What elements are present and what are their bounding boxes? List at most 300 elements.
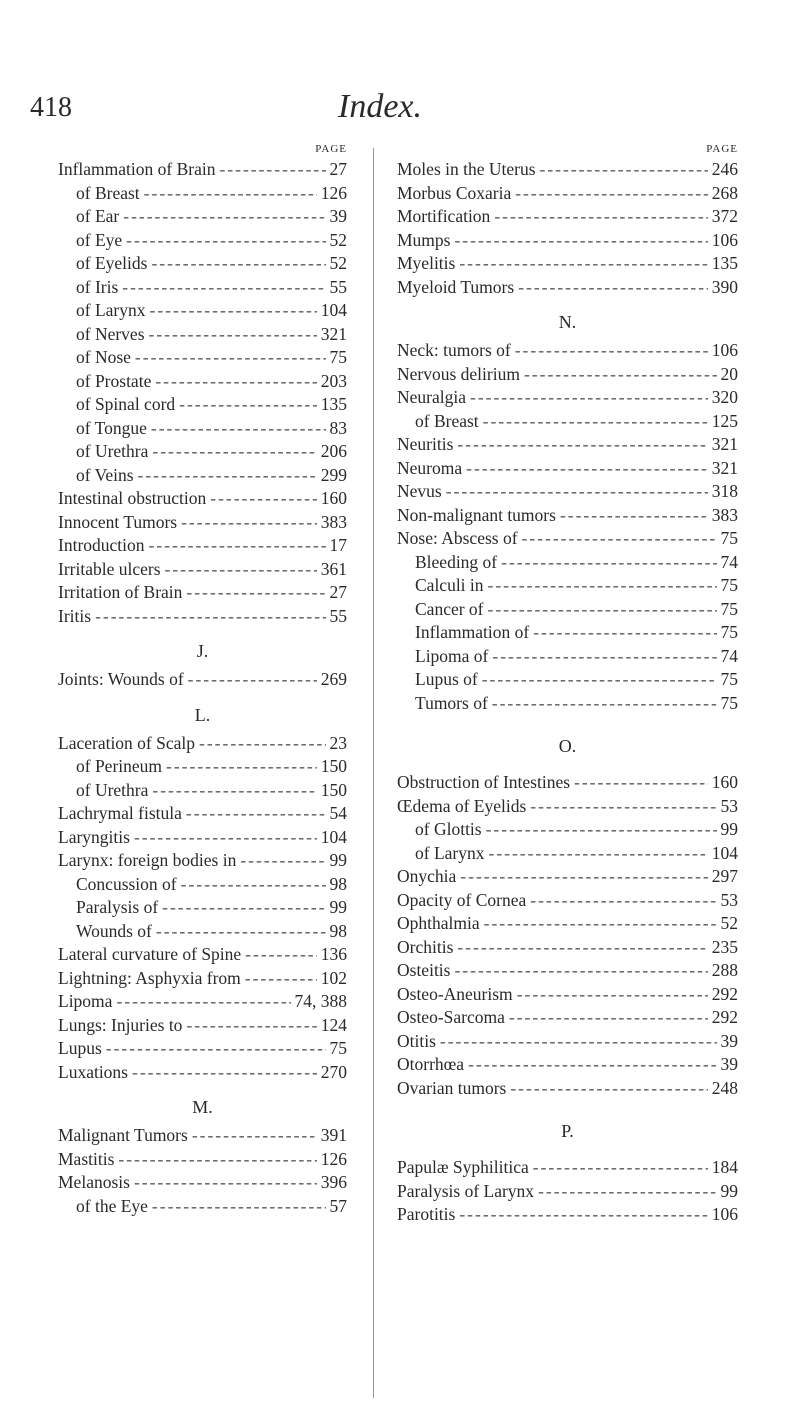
index-entry [397,621,738,645]
dot-leader [460,865,707,889]
index-entry-page: 321 [320,323,347,344]
dot-leader [152,440,316,464]
index-entry [58,967,347,991]
index-entry-term: Cancer of [415,598,484,619]
index-entry-term: Mumps [397,229,451,250]
dot-leader [483,410,708,434]
index-entry [397,645,738,669]
index-entry-term: of Eye [76,229,123,250]
dot-leader [489,842,708,866]
index-entry-page: 391 [320,1125,347,1145]
dot-leader [152,1195,326,1219]
index-entry-term: Morbus Coxaria [397,182,512,203]
index-entry-term: Myeloid Tumors [397,276,515,297]
index-entry-term: Osteo-Sarcoma [397,1007,505,1027]
index-entry-page: 126 [320,1148,347,1169]
index-entry [397,936,738,960]
index-entry [397,386,738,410]
index-entry [58,511,347,535]
index-entry [397,158,738,182]
index-entry-term: Mastitis [58,1148,115,1169]
index-entry-page: 383 [711,504,738,525]
index-entry [397,205,738,229]
dot-leader [454,959,707,983]
index-entry-term: of Prostate [76,370,152,391]
dot-leader [515,339,708,363]
index-entry-term: Ovarian tumors [397,1077,507,1098]
index-entry-term: Osteitis [397,960,451,980]
section-letter-o: O. [558,736,577,756]
index-entry-term: Parotitis [397,1204,456,1224]
index-entry [397,1203,738,1227]
index-entry [58,755,347,779]
column-divider [373,148,374,1398]
index-entry-page: 99 [720,819,738,839]
index-entry-term: Lungs: Injuries to [58,1014,183,1035]
index-entry-page: 75 [720,575,738,595]
index-entry-page: 396 [320,1172,347,1192]
index-entry-term: Œdema of Eyelids [397,795,527,816]
dot-leader [122,276,325,300]
index-entry [58,346,347,370]
index-entry-term: of Breast [415,410,479,431]
dot-leader [540,158,708,182]
index-entry [58,943,347,967]
index-entry-page: 39 [720,1054,738,1074]
index-group-j [58,668,347,692]
index-entry-page: 136 [320,944,347,964]
index-entry-term: Introduction [58,535,145,555]
index-entry-page: 55 [329,605,347,626]
right-index-column [397,140,738,1227]
dot-leader [245,967,317,991]
index-entry-page: 383 [320,511,347,532]
index-entry-page: 184 [711,1157,738,1177]
index-entry-page: 99 [329,850,347,870]
index-entry-term: Lateral curvature of Spine [58,944,242,964]
index-entry-page: 75 [720,669,738,689]
dot-leader [144,182,317,206]
index-entry-page: 83 [329,417,347,438]
dot-leader [509,1006,708,1030]
dot-leader [138,464,317,488]
page-title: Index. [338,88,423,125]
index-entry-page: 75 [329,347,347,367]
index-entry [58,158,347,182]
index-entry [58,605,347,629]
dot-leader [151,252,325,276]
dot-leader [560,504,708,528]
index-entry-term: Non-malignant tumors [397,504,556,525]
index-entry [58,276,347,300]
index-entry [397,252,738,276]
index-entry-term: Neuralgia [397,387,466,407]
index-entry-page: 106 [711,229,738,250]
dot-leader [179,393,317,417]
index-entry [397,959,738,983]
index-entry-page: 299 [320,464,347,485]
index-entry [58,182,347,206]
dot-leader [530,889,716,913]
index-entry-page: 57 [329,1195,347,1216]
dot-leader [240,849,325,873]
dot-leader [457,936,707,960]
section-letter-n: N. [558,312,577,332]
index-entry [397,410,738,434]
dot-leader [488,598,717,622]
index-entry [397,182,738,206]
dot-leader [123,205,325,229]
index-entry [58,323,347,347]
dot-leader [155,370,316,394]
index-entry-page: 52 [329,253,347,273]
index-entry [58,873,347,897]
index-entry-page: 17 [329,535,347,555]
index-entry [397,433,738,457]
dot-leader [518,276,708,300]
dot-leader [533,1156,708,1180]
index-entry-page: 321 [711,434,738,454]
index-entry-page: 102 [320,967,347,988]
index-entry [58,732,347,756]
index-entry-page: 246 [711,159,738,179]
index-entry [58,1171,347,1195]
index-entry-term: Calculi in [415,575,484,595]
dot-leader [150,299,317,323]
index-entry-term: Nose: Abscess of [397,528,518,548]
index-entry [397,818,738,842]
index-entry-term: Onychia [397,866,457,886]
index-entry-term: Concussion of [76,873,177,894]
index-entry [397,912,738,936]
index-entry [58,1014,347,1038]
index-entry-term: of Glottis [415,819,482,839]
index-entry [58,896,347,920]
dot-leader [162,896,325,920]
index-entry-page: 75 [720,528,738,548]
dot-leader [488,574,717,598]
index-group-m-continued [397,158,738,299]
dot-leader [106,1037,326,1061]
index-entry-page: 74 [720,551,738,572]
index-entry-page: 75 [720,692,738,713]
index-entry [397,842,738,866]
index-entry-term: Malignant Tumors [58,1125,188,1145]
index-entry-term: Tumors of [415,692,488,713]
index-entry [397,276,738,300]
index-entry-page: 124 [320,1014,347,1035]
index-entry [58,370,347,394]
index-entry-page: 20 [720,363,738,384]
index-entry-page: 75 [720,622,738,642]
index-entry [58,581,347,605]
index-entry-term: Lupus of [415,669,478,689]
dot-leader [166,755,317,779]
dot-leader [457,433,707,457]
index-entry-term: Irritable ulcers [58,558,161,579]
index-group-n [397,339,738,715]
index-entry-page: 54 [329,803,347,823]
index-entry-page: 106 [711,340,738,360]
index-entry-term: Osteo-Aneurism [397,983,513,1004]
index-entry [58,558,347,582]
dot-leader [492,645,716,669]
dot-leader [199,732,325,756]
index-group-o [397,771,738,1100]
index-entry [397,1030,738,1054]
index-entry [58,229,347,253]
index-entry-term: Irritation of Brain [58,582,183,602]
index-entry [397,363,738,387]
index-entry-page: 292 [711,983,738,1004]
index-entry [397,771,738,795]
index-entry [397,865,738,889]
index-entry [58,920,347,944]
index-entry-page: 23 [329,732,347,753]
index-entry [397,1180,738,1204]
index-entry-page: 150 [320,756,347,776]
index-entry [58,802,347,826]
dot-leader [530,795,716,819]
dot-leader [126,229,325,253]
index-entry [397,795,738,819]
index-entry-term: of Urethra [76,441,149,461]
index-entry-term: of Veins [76,464,134,485]
index-entry-page: 126 [320,182,347,203]
index-entry-page: 318 [711,481,738,501]
index-entry [397,668,738,692]
index-entry-page: 160 [711,772,738,792]
index-entry [58,668,347,692]
index-entry [397,339,738,363]
dot-leader [486,818,717,842]
dot-leader [186,802,326,826]
index-entry [397,598,738,622]
dot-leader [517,983,708,1007]
index-entry-page: 321 [711,457,738,478]
index-entry [58,205,347,229]
dot-leader [574,771,708,795]
index-entry-term: Obstruction of Intestines [397,772,571,792]
index-entry-page: 99 [720,1180,738,1201]
dot-leader [188,668,317,692]
index-entry-page: 53 [720,889,738,910]
index-entry-term: Nevus [397,481,442,501]
dot-leader [484,912,717,936]
index-entry [58,440,347,464]
index-entry-term: Myelitis [397,253,456,273]
dot-leader [134,1171,317,1195]
dot-leader [522,527,717,551]
index-entry-term: of Larynx [76,300,146,320]
index-group-l [58,732,347,1085]
dot-leader [510,1077,707,1101]
index-entry-page: 104 [320,300,347,320]
dot-leader [482,668,717,692]
dot-leader [149,534,326,558]
index-entry [58,1037,347,1061]
index-entry-page: 135 [320,394,347,414]
index-entry-term: of Breast [76,182,140,203]
index-entry-page: 52 [329,229,347,250]
index-entry-term: Joints: Wounds of [58,669,184,689]
dot-leader [132,1061,317,1085]
index-entry-page: 104 [320,826,347,847]
index-entry-page: 27 [329,582,347,602]
index-entry-term: Luxations [58,1061,128,1082]
index-entry-page: 75 [329,1038,347,1058]
index-entry-term: Otitis [397,1030,436,1051]
dot-leader [151,417,326,441]
index-entry [397,504,738,528]
index-entry-page: 74, 388 [294,991,347,1011]
dot-leader [466,457,708,481]
index-entry-term: Otorrhœa [397,1054,465,1074]
index-entry [397,692,738,716]
index-entry-page: 248 [711,1077,738,1098]
dot-leader [152,779,316,803]
index-entry-page: 39 [329,206,347,226]
index-entry-term: of Nerves [76,323,145,344]
index-entry-term: Lipoma [58,991,113,1011]
index-entry-page: 98 [329,920,347,941]
index-entry-page: 235 [711,936,738,957]
index-entry [397,1077,738,1101]
index-entry [397,1156,738,1180]
index-entry-page: 75 [720,598,738,619]
index-entry [58,990,347,1014]
index-entry [397,480,738,504]
index-entry-term: Nervous delirium [397,363,520,384]
index-entry-term: of Iris [76,276,119,297]
dot-leader [210,487,317,511]
index-entry [58,299,347,323]
index-entry-term: Iritis [58,605,92,626]
page-column-label: PAGE [706,143,738,155]
index-entry-page: 55 [329,276,347,297]
index-entry-term: Neuritis [397,434,454,454]
index-entry [397,527,738,551]
dot-leader [470,386,708,410]
index-entry-page: 320 [711,387,738,407]
dot-leader [219,158,325,182]
index-entry-term: Laceration of Scalp [58,732,196,753]
dot-leader [494,205,707,229]
index-entry-page: 135 [711,253,738,273]
index-entry-term: of the Eye [76,1195,148,1216]
index-entry-term: Intestinal obstruction [58,488,207,508]
index-entry-term: of Spinal cord [76,394,176,414]
dot-leader [156,920,326,944]
index-entry-page: 361 [320,558,347,579]
dot-leader [501,551,716,575]
index-entry-page: 150 [320,779,347,800]
index-entry-page: 160 [320,488,347,508]
index-entry-term: of Tongue [76,417,147,438]
index-entry [58,826,347,850]
left-index-column [58,140,347,1218]
dot-leader [524,363,717,387]
index-entry-term: Orchitis [397,936,454,957]
index-entry-term: Melanosis [58,1172,130,1192]
dot-leader [181,511,317,535]
index-entry [58,534,347,558]
dot-leader [95,605,325,629]
index-entry [58,779,347,803]
index-entry-term: Papulæ Syphilitica [397,1157,529,1177]
index-entry [58,487,347,511]
dot-leader [165,558,317,582]
index-entry-page: 268 [711,182,738,203]
index-entry [58,1195,347,1219]
dot-leader [149,323,317,347]
index-entry-term: Mortification [397,206,491,226]
index-entry-page: 269 [320,669,347,689]
index-entry [58,1061,347,1085]
index-entry-page: 372 [711,206,738,226]
index-entry [397,229,738,253]
index-entry [58,464,347,488]
index-entry [397,889,738,913]
section-letter-m: M. [192,1097,213,1117]
index-entry-page: 98 [329,873,347,894]
index-entry-page: 292 [711,1007,738,1027]
dot-leader [459,1203,707,1227]
section-letter-j: J. [196,641,209,661]
dot-leader [245,943,317,967]
index-entry-term: Bleeding of [415,551,498,572]
index-entry [58,417,347,441]
index-entry-term: Inflammation of Brain [58,159,216,179]
index-entry-page: 125 [711,410,738,431]
dot-leader [186,581,325,605]
index-entry-page: 53 [720,795,738,816]
index-entry [58,252,347,276]
page-column-label: PAGE [315,143,347,155]
index-entry-page: 390 [711,276,738,297]
index-entry-term: Lupus [58,1038,102,1058]
index-entry-page: 206 [320,441,347,461]
section-letter-l: L. [194,704,211,725]
section-letter-p: P. [561,1121,574,1141]
index-entry-term: of Ear [76,206,120,226]
index-entry-term: Moles in the Uterus [397,159,536,179]
dot-leader [192,1124,317,1148]
index-entry-term: Paralysis of [76,897,159,917]
index-entry-page: 288 [711,960,738,980]
dot-leader [492,692,717,716]
index-entry-term: Lipoma of [415,645,489,666]
index-entry-page: 203 [320,370,347,391]
dot-leader [515,182,708,206]
page-number: 418 [30,92,72,123]
index-entry-term: Paralysis of Larynx [397,1180,535,1201]
index-entry-term: Lightning: Asphyxia from [58,967,241,988]
dot-leader [459,252,707,276]
index-entry-term: Neck: tumors of [397,340,511,360]
index-entry-page: 270 [320,1061,347,1082]
dot-leader [134,826,317,850]
index-group-p [397,1156,738,1227]
index-entry-page: 27 [329,159,347,179]
index-entry-page: 104 [711,842,738,863]
index-entry-term: Wounds of [76,920,152,941]
dot-leader [440,1030,717,1054]
index-entry-term: Opacity of Cornea [397,889,527,910]
dot-leader [116,990,290,1014]
index-entry-page: 39 [720,1030,738,1051]
dot-leader [538,1180,716,1204]
